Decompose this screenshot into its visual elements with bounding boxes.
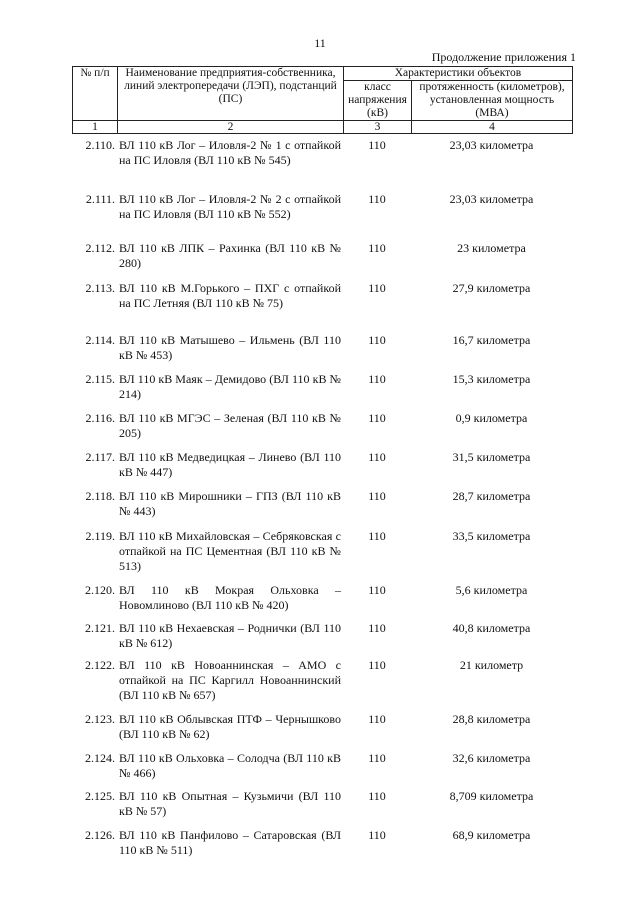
row-length: 28,7 километра xyxy=(452,489,531,503)
header-characteristics: Характеристики объектов xyxy=(344,67,573,81)
row-number: 2.122. xyxy=(85,658,115,672)
row-voltage: 110 xyxy=(368,828,386,842)
row-name: ВЛ 110 кВ Панфилово – Сатаровская (ВЛ 110 кВ № 511) xyxy=(119,828,341,857)
row-number: 2.121. xyxy=(85,621,115,635)
table-row xyxy=(72,241,572,271)
row-length: 68,9 километра xyxy=(452,828,531,842)
row-number: 2.113. xyxy=(85,281,115,295)
row-length: 32,6 километра xyxy=(452,751,531,765)
table-row xyxy=(72,789,572,819)
row-voltage: 110 xyxy=(368,241,386,255)
row-name: ВЛ 110 кВ Новоаннинская – АМО с отпайкой на ПС Каргилл Новоаннинский (ВЛ 110 кВ № 657) xyxy=(119,658,341,702)
row-number: 2.110. xyxy=(85,138,115,152)
row-length: 21 километр xyxy=(459,658,524,672)
table-row xyxy=(72,712,572,742)
row-number: 2.123. xyxy=(85,712,115,726)
row-number: 2.124. xyxy=(85,751,115,765)
table-header xyxy=(72,66,572,134)
row-name: ВЛ 110 кВ Облывская ПТФ – Чернышково (ВЛ 110 кВ № 62) xyxy=(119,712,341,741)
row-number: 2.118. xyxy=(85,489,115,503)
row-number: 2.125. xyxy=(85,789,115,803)
col-number-4: 4 xyxy=(412,121,573,134)
header-name: Наименование предприятия-собственника, линий электропередачи (ЛЭП), подстанций (ПС) xyxy=(118,67,344,121)
row-voltage: 110 xyxy=(368,658,386,672)
row-length: 40,8 километра xyxy=(452,621,531,635)
row-name: ВЛ 110 кВ МГЭС – Зеленая (ВЛ 110 кВ № 205) xyxy=(119,411,341,440)
header-length: протяженность (километров), установленная мощность (МВА) xyxy=(412,81,573,121)
row-name: ВЛ 110 кВ Ольховка – Солодча (ВЛ 110 кВ № 466) xyxy=(119,751,341,780)
table-row xyxy=(72,658,572,703)
row-name: ВЛ 110 кВ Опытная – Кузьмичи (ВЛ 110 кВ № 57) xyxy=(119,789,341,818)
row-number: 2.117. xyxy=(85,450,115,464)
row-length: 28,8 километра xyxy=(452,712,531,726)
row-voltage: 110 xyxy=(368,583,386,597)
row-voltage: 110 xyxy=(368,450,386,464)
row-number: 2.119. xyxy=(85,529,115,543)
row-number: 2.112. xyxy=(85,241,115,255)
row-name: ВЛ 110 кВ Михайловская – Себряковская с отпайкой на ПС Цементная (ВЛ 110 кВ № 513) xyxy=(119,529,341,573)
row-length: 8,709 километра xyxy=(449,789,534,803)
table-row xyxy=(72,281,572,311)
row-length: 23 километра xyxy=(457,241,526,255)
row-voltage: 110 xyxy=(368,138,386,152)
table-row xyxy=(72,621,572,651)
row-number: 2.116. xyxy=(85,411,115,425)
row-length: 23,03 километра xyxy=(449,192,534,206)
table-row xyxy=(72,333,572,363)
row-number: 2.120. xyxy=(85,583,115,597)
table-row xyxy=(72,489,572,519)
page-number: 11 xyxy=(314,36,326,50)
table-row xyxy=(72,529,572,574)
row-name: ВЛ 110 кВ Лог – Иловля-2 № 1 с отпайкой на ПС Иловля (ВЛ 110 кВ № 545) xyxy=(119,138,341,167)
table-row xyxy=(72,372,572,402)
col-number-3: 3 xyxy=(344,121,412,134)
table-row xyxy=(72,583,572,613)
table-row xyxy=(72,192,572,222)
row-length: 0,9 километра xyxy=(455,411,528,425)
row-length: 16,7 километра xyxy=(452,333,531,347)
header-num: № п/п xyxy=(73,67,118,121)
row-length: 31,5 километра xyxy=(452,450,531,464)
row-name: ВЛ 110 кВ Нехаевская – Роднички (ВЛ 110 кВ № 612) xyxy=(119,621,341,650)
row-length: 27,9 километра xyxy=(452,281,531,295)
row-name: ВЛ 110 кВ Маяк – Демидово (ВЛ 110 кВ № 214) xyxy=(119,372,341,401)
table-row xyxy=(72,138,572,168)
header-voltage: класс напряжения (кВ) xyxy=(344,81,412,121)
row-name: ВЛ 110 кВ ЛПК – Рахинка (ВЛ 110 кВ № 280) xyxy=(119,241,341,270)
row-voltage: 110 xyxy=(368,751,386,765)
row-name: ВЛ 110 кВ Лог – Иловля-2 № 2 с отпайкой на ПС Иловля (ВЛ 110 кВ № 552) xyxy=(119,192,341,221)
row-length: 33,5 километра xyxy=(452,529,531,543)
row-name: ВЛ 110 кВ Матышево – Ильмень (ВЛ 110 кВ № 453) xyxy=(119,333,341,362)
row-voltage: 110 xyxy=(368,411,386,425)
row-voltage: 110 xyxy=(368,372,386,386)
row-number: 2.126. xyxy=(85,828,115,842)
row-voltage: 110 xyxy=(368,529,386,543)
row-voltage: 110 xyxy=(368,789,386,803)
continuation-label: Продолжение приложения 1 xyxy=(431,50,576,64)
row-name: ВЛ 110 кВ Мокрая Ольховка – Новомлиново (ВЛ 110 кВ № 420) xyxy=(119,583,341,612)
row-voltage: 110 xyxy=(368,621,386,635)
table-row xyxy=(72,751,572,781)
row-voltage: 110 xyxy=(368,333,386,347)
row-voltage: 110 xyxy=(368,281,386,295)
row-number: 2.111. xyxy=(85,192,115,206)
row-length: 5,6 километра xyxy=(455,583,528,597)
row-name: ВЛ 110 кВ Медведицкая – Линево (ВЛ 110 кВ № 447) xyxy=(119,450,341,479)
row-length: 23,03 километра xyxy=(449,138,534,152)
row-name: ВЛ 110 кВ Мирошники – ГПЗ (ВЛ 110 кВ № 443) xyxy=(119,489,341,518)
row-number: 2.115. xyxy=(85,372,115,386)
row-voltage: 110 xyxy=(368,489,386,503)
col-number-1: 1 xyxy=(73,121,118,134)
table-row xyxy=(72,411,572,441)
row-length: 15,3 километра xyxy=(452,372,531,386)
row-name: ВЛ 110 кВ М.Горького – ПХГ с отпайкой на ПС Летняя (ВЛ 110 кВ № 75) xyxy=(119,281,341,310)
table-row xyxy=(72,828,572,858)
row-number: 2.114. xyxy=(85,333,115,347)
col-number-2: 2 xyxy=(118,121,344,134)
table-row xyxy=(72,450,572,480)
row-voltage: 110 xyxy=(368,192,386,206)
row-voltage: 110 xyxy=(368,712,386,726)
